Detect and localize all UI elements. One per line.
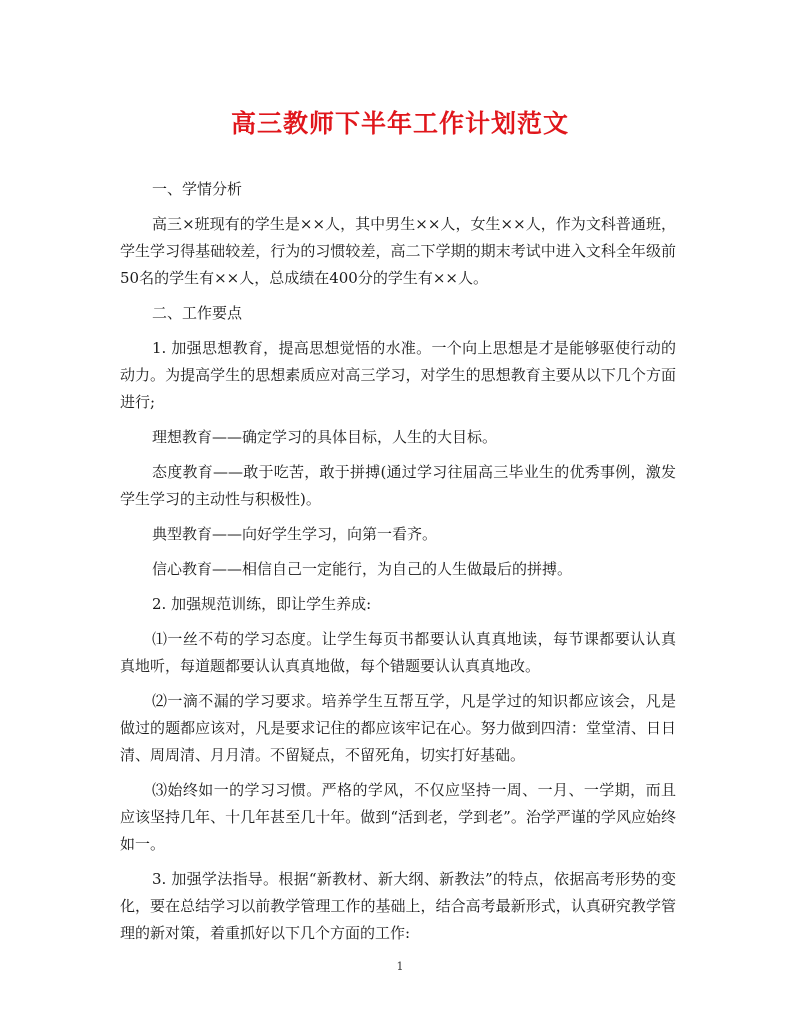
- document-title: 高三教师下半年工作计划范文: [230, 109, 569, 138]
- paragraph-attitude-education: 态度教育——敢于吃苦，敢于拼搏(通过学习往届高三毕业生的优秀事例，激发学生学习的主动性与积极性)。: [120, 463, 676, 508]
- paragraph-standard-training: 2. 加强规范训练，即让学生养成:: [152, 595, 372, 613]
- paragraph-study-requirements: ⑵一滴不漏的学习要求。培养学生互帮互学，凡是学过的知识都应该会，凡是做过的题都应该对，凡是要求记住的都应该牢记在心。努力做到四清：堂堂清、日日清、周周清、月月清。不留疑点，不留死角，切实打好基础。: [120, 692, 676, 764]
- section-heading-key-points: 二、工作要点: [152, 304, 243, 322]
- paragraph-study-attitude: ⑴一丝不苟的学习态度。让学生每页书都要认认真真地读，每节课都要认认真真地听，每道题都要认认真真地做，每个错题要认认真真地改。: [120, 630, 676, 675]
- paragraph-confidence-education: 信心教育——相信自己一定能行，为自己的人生做最后的拼搏。: [152, 560, 573, 578]
- paragraph-model-education: 典型教育——向好学生学习，向第一看齐。: [152, 525, 438, 543]
- paragraph-study-method-guidance: 3. 加强学法指导。根据“新教材、新大纲、新教法”的特点，依据高考形势的变化，要在总结学习以前教学管理工作的基础上，结合高考最新形式，认真研究教学管理的新对策，着重抓好以下几个方面的工作:: [120, 870, 676, 942]
- page-number: 1: [396, 960, 404, 973]
- paragraph-ideal-education: 理想教育——确定学习的具体目标，人生的大目标。: [152, 428, 498, 446]
- paragraph-study-habits: ⑶始终如一的学习习惯。严格的学风，不仅应坚持一周、一月、一学期，而且应该坚持几年、十几年甚至几十年。做到“活到老，学到老”。治学严谨的学风应始终如一。: [120, 781, 676, 853]
- document-body: [120, 176, 676, 955]
- section-heading-analysis: 一、学情分析: [152, 180, 243, 198]
- paragraph-class-overview: 高三×班现有的学生是××人，其中男生××人，女生××人，作为文科普通班，学生学习得基础较差，行为的习惯较差，高二下学期的期末考试中进入文科全年级前50名的学生有××人，总成绩在400分的学生有××人。: [120, 215, 676, 287]
- paragraph-ideological-education: 1. 加强思想教育，提高思想觉悟的水准。一个向上思想是才是能够驱使行动的动力。为提高学生的思想素质应对高三学习，对学生的思想教育主要从以下几个方面进行;: [120, 339, 676, 411]
